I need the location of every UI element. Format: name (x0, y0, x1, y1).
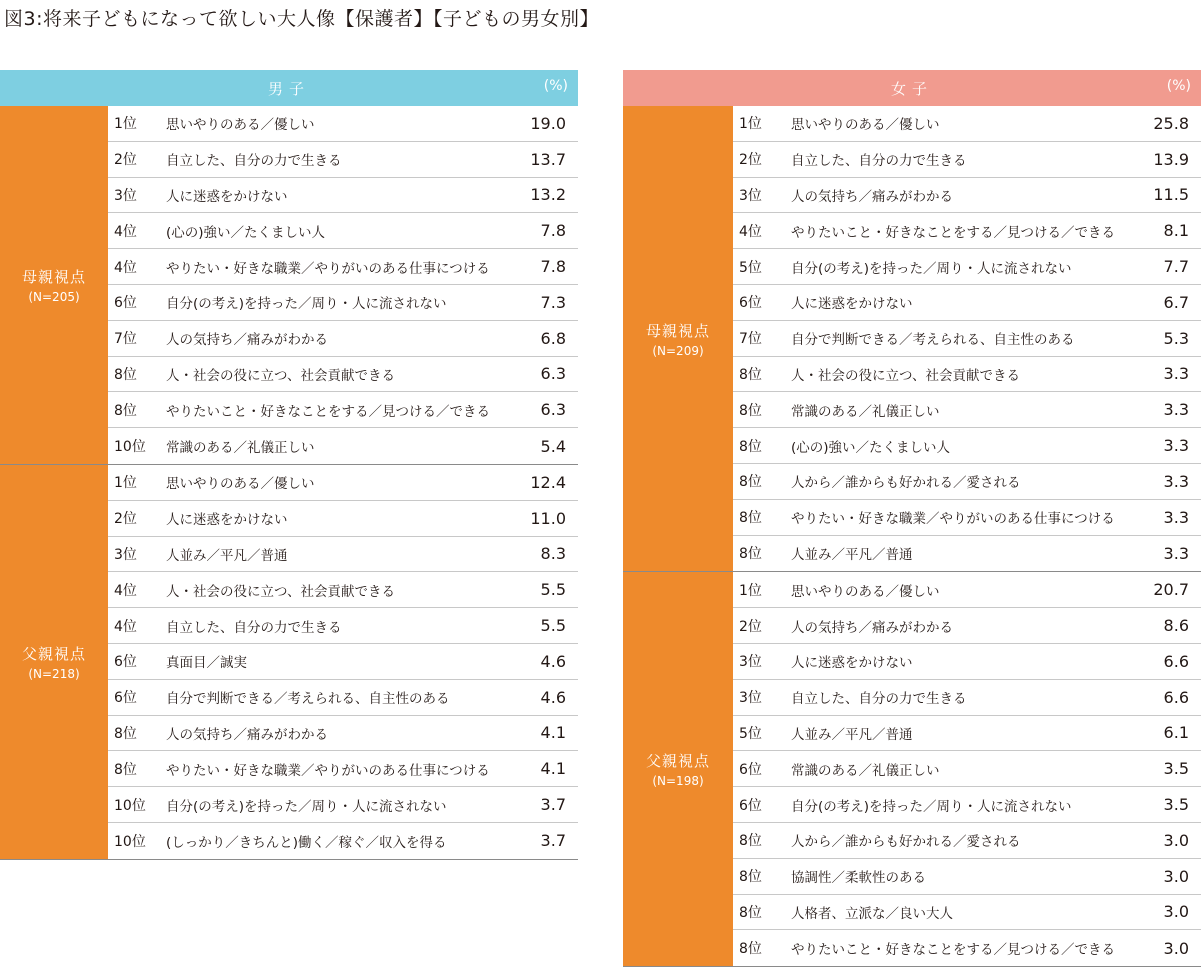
ranking-row (733, 787, 1201, 823)
rank-label: 10位 (114, 797, 146, 814)
rank-label: 8位 (739, 366, 762, 383)
rank-label: 3位 (739, 187, 762, 204)
item-label: 自立した、自分の力で生きる (166, 153, 342, 170)
ranking-row (733, 751, 1201, 787)
boys-mother-group (0, 106, 578, 465)
percent-value: 3.3 (1163, 364, 1189, 384)
rank-label: 6位 (739, 295, 762, 312)
ranking-row (733, 644, 1201, 680)
rank-label: 8位 (114, 366, 137, 383)
rank-label: 10位 (114, 833, 146, 850)
item-label: 人・社会の役に立つ、社会貢献できる (791, 367, 1020, 384)
rank-label: 4位 (114, 582, 137, 599)
ranking-row (108, 644, 578, 680)
percent-value: 3.3 (1163, 471, 1189, 491)
ranking-row (733, 859, 1201, 895)
percent-value: 3.0 (1163, 938, 1189, 958)
ranking-row (733, 321, 1201, 357)
ranking-row (108, 249, 578, 285)
item-label: 人・社会の役に立つ、社会貢献できる (166, 367, 395, 384)
percent-value: 3.0 (1163, 902, 1189, 922)
ranking-row (108, 465, 578, 501)
percent-value: 7.8 (540, 257, 566, 277)
item-label: 人並み／平凡／普通 (791, 726, 913, 743)
rank-label: 7位 (114, 331, 137, 348)
percent-value: 5.4 (540, 436, 566, 456)
item-label: 自分(の考え)を持った／周り・人に流されない (166, 798, 447, 815)
group-sample-size: (N=198) (652, 774, 704, 789)
ranking-row (108, 106, 578, 142)
item-label: 思いやりのある／優しい (166, 117, 315, 134)
ranking-row (733, 357, 1201, 393)
boys-panel (0, 70, 578, 860)
group-label: 母親視点 (21, 267, 86, 286)
ranking-row (733, 500, 1201, 536)
ranking-row (733, 213, 1201, 249)
item-label: 人に迷惑をかけない (166, 188, 288, 205)
girls-mother-group (623, 106, 1201, 572)
percent-value: 12.4 (530, 472, 566, 492)
item-label: 真面目／誠実 (166, 655, 247, 672)
item-label: (しっかり／きちんと)働く／稼ぐ／収入を得る (166, 834, 447, 851)
percent-value: 7.7 (1163, 257, 1189, 277)
item-label: やりたい・好きな職業／やりがいのある仕事につける (166, 260, 490, 277)
girls-header (623, 70, 1201, 106)
girls-unit-label: (%) (1166, 78, 1191, 94)
rank-label: 8位 (739, 833, 762, 850)
percent-value: 4.1 (540, 723, 566, 743)
group-label: 母親視点 (645, 321, 710, 340)
item-label: やりたいこと・好きなことをする／見つける／できる (791, 224, 1115, 241)
rank-label: 3位 (114, 187, 137, 204)
percent-value: 13.9 (1153, 149, 1189, 169)
item-label: 人並み／平凡／普通 (791, 547, 913, 564)
rank-label: 8位 (739, 869, 762, 886)
group-sample-size: (N=205) (28, 289, 80, 304)
item-label: 常識のある／礼儀正しい (791, 403, 940, 420)
rank-label: 1位 (739, 582, 762, 599)
rank-label: 8位 (114, 402, 137, 419)
percent-value: 6.7 (1163, 292, 1189, 312)
rank-label: 8位 (739, 438, 762, 455)
rank-label: 8位 (114, 761, 137, 778)
item-label: 人並み／平凡／普通 (166, 547, 288, 564)
rank-label: 1位 (114, 475, 137, 492)
group-side-label (0, 106, 108, 464)
percent-value: 5.3 (1163, 328, 1189, 348)
item-label: 人の気持ち／痛みがわかる (166, 332, 328, 349)
ranking-row (733, 608, 1201, 644)
ranking-row (108, 680, 578, 716)
percent-value: 6.1 (1163, 723, 1189, 743)
group-rows (108, 106, 578, 464)
ranking-row (733, 536, 1201, 572)
item-label: 自分(の考え)を持った／周り・人に流されない (166, 296, 447, 313)
group-rows (733, 572, 1201, 966)
rank-label: 8位 (739, 546, 762, 563)
percent-value: 3.3 (1163, 543, 1189, 563)
item-label: 思いやりのある／優しい (166, 476, 315, 493)
boys-unit-label: (%) (543, 78, 568, 94)
ranking-row (108, 285, 578, 321)
ranking-row (733, 572, 1201, 608)
figure-title: 図3:将来子どもになって欲しい大人像【保護者】【子どもの男女別】 (4, 8, 599, 30)
item-label: 人から／誰からも好かれる／愛される (791, 834, 1021, 851)
ranking-row (733, 716, 1201, 752)
percent-value: 3.0 (1163, 830, 1189, 850)
percent-value: 11.5 (1153, 185, 1189, 205)
percent-value: 3.5 (1163, 795, 1189, 815)
rank-label: 3位 (739, 654, 762, 671)
item-label: やりたい・好きな職業／やりがいのある仕事につける (166, 762, 490, 779)
percent-value: 13.7 (530, 149, 566, 169)
percent-value: 3.3 (1163, 400, 1189, 420)
ranking-row (108, 357, 578, 393)
ranking-row (733, 823, 1201, 859)
rank-label: 4位 (114, 618, 137, 635)
percent-value: 4.6 (540, 651, 566, 671)
ranking-row (108, 321, 578, 357)
ranking-row (108, 823, 578, 859)
rank-label: 1位 (739, 116, 762, 133)
percent-value: 8.3 (540, 544, 566, 564)
ranking-row (108, 751, 578, 787)
percent-value: 4.6 (540, 687, 566, 707)
rank-label: 10位 (114, 439, 146, 456)
item-label: 常識のある／礼儀正しい (791, 762, 940, 779)
percent-value: 3.0 (1163, 866, 1189, 886)
item-label: 人に迷惑をかけない (791, 296, 913, 313)
percent-value: 8.6 (1163, 616, 1189, 636)
ranking-row (108, 178, 578, 214)
ranking-row (733, 106, 1201, 142)
group-label: 父親視点 (645, 752, 710, 771)
item-label: 人の気持ち／痛みがわかる (166, 726, 328, 743)
ranking-row (108, 572, 578, 608)
item-label: 思いやりのある／優しい (791, 583, 940, 600)
rank-label: 1位 (114, 116, 137, 133)
percent-value: 19.0 (530, 113, 566, 133)
ranking-row (733, 930, 1201, 966)
rank-label: 6位 (739, 797, 762, 814)
rank-label: 8位 (739, 941, 762, 958)
ranking-row (733, 680, 1201, 716)
group-rows (108, 465, 578, 859)
rank-label: 5位 (739, 725, 762, 742)
rank-label: 7位 (739, 331, 762, 348)
item-label: 自立した、自分の力で生きる (791, 153, 967, 170)
rank-label: 8位 (114, 725, 137, 742)
rank-label: 5位 (739, 259, 762, 276)
rank-label: 6位 (114, 295, 137, 312)
percent-value: 20.7 (1153, 580, 1189, 600)
ranking-row (733, 178, 1201, 214)
ranking-row (108, 608, 578, 644)
item-label: (心の)強い／たくましい人 (791, 439, 951, 456)
ranking-row (108, 501, 578, 537)
girls-panel (623, 70, 1201, 967)
item-label: (心の)強い／たくましい人 (166, 224, 326, 241)
item-label: 人に迷惑をかけない (791, 655, 913, 672)
girls-header-label: 女子 (890, 80, 933, 98)
ranking-row (733, 428, 1201, 464)
rank-label: 2位 (739, 152, 762, 169)
ranking-row (108, 213, 578, 249)
item-label: やりたいこと・好きなことをする／見つける／できる (791, 942, 1115, 959)
boys-header (0, 70, 578, 106)
ranking-row (733, 142, 1201, 178)
item-label: 人の気持ち／痛みがわかる (791, 188, 953, 205)
rank-label: 6位 (739, 761, 762, 778)
boys-header-label: 男子 (267, 80, 310, 98)
item-label: 常識のある／礼儀正しい (166, 440, 315, 457)
ranking-row (733, 464, 1201, 500)
rank-label: 8位 (739, 474, 762, 491)
boys-father-group (0, 465, 578, 860)
girls-father-group (623, 572, 1201, 967)
rank-label: 4位 (114, 223, 137, 240)
percent-value: 3.7 (540, 831, 566, 851)
group-sample-size: (N=209) (652, 343, 704, 358)
rank-label: 3位 (739, 690, 762, 707)
percent-value: 25.8 (1153, 113, 1189, 133)
rank-label: 4位 (739, 223, 762, 240)
item-label: やりたいこと・好きなことをする／見つける／できる (166, 403, 490, 420)
percent-value: 7.3 (540, 292, 566, 312)
item-label: やりたい・好きな職業／やりがいのある仕事につける (791, 511, 1115, 528)
item-label: 人の気持ち／痛みがわかる (791, 619, 953, 636)
item-label: 自分(の考え)を持った／周り・人に流されない (791, 798, 1072, 815)
percent-value: 11.0 (530, 508, 566, 528)
percent-value: 3.5 (1163, 759, 1189, 779)
rank-label: 6位 (114, 690, 137, 707)
item-label: 自分で判断できる／考えられる、自主性のある (166, 691, 450, 708)
group-sample-size: (N=218) (28, 666, 80, 681)
item-label: 人から／誰からも好かれる／愛される (791, 475, 1021, 492)
percent-value: 5.5 (540, 616, 566, 636)
percent-value: 6.8 (540, 328, 566, 348)
group-side-label (0, 465, 108, 859)
item-label: 自立した、自分の力で生きる (166, 619, 342, 636)
ranking-row (733, 392, 1201, 428)
percent-value: 3.3 (1163, 436, 1189, 456)
rank-label: 3位 (114, 546, 137, 563)
rank-label: 4位 (114, 259, 137, 276)
group-side-label (623, 572, 733, 966)
percent-value: 8.1 (1163, 221, 1189, 241)
group-label: 父親視点 (21, 644, 86, 663)
rank-label: 8位 (739, 402, 762, 419)
ranking-row (733, 895, 1201, 931)
percent-value: 7.8 (540, 221, 566, 241)
percent-value: 6.6 (1163, 687, 1189, 707)
rank-label: 2位 (114, 511, 137, 528)
percent-value: 6.3 (540, 400, 566, 420)
percent-value: 3.3 (1163, 507, 1189, 527)
percent-value: 6.6 (1163, 651, 1189, 671)
item-label: 思いやりのある／優しい (791, 117, 940, 134)
ranking-row (108, 392, 578, 428)
ranking-row (108, 142, 578, 178)
ranking-row (108, 428, 578, 464)
percent-value: 6.3 (540, 364, 566, 384)
ranking-row (108, 537, 578, 573)
group-side-label (623, 106, 733, 571)
percent-value: 13.2 (530, 185, 566, 205)
percent-value: 4.1 (540, 759, 566, 779)
item-label: 自立した、自分の力で生きる (791, 691, 967, 708)
rank-label: 8位 (739, 904, 762, 921)
rank-label: 6位 (114, 654, 137, 671)
rank-label: 2位 (114, 152, 137, 169)
item-label: 人・社会の役に立つ、社会貢献できる (166, 583, 395, 600)
item-label: 人に迷惑をかけない (166, 512, 288, 529)
rank-label: 2位 (739, 618, 762, 635)
percent-value: 5.5 (540, 580, 566, 600)
item-label: 自分で判断できる／考えられる、自主性のある (791, 332, 1075, 349)
percent-value: 3.7 (540, 795, 566, 815)
ranking-row (733, 249, 1201, 285)
item-label: 協調性／柔軟性のある (791, 870, 926, 887)
item-label: 自分(の考え)を持った／周り・人に流されない (791, 260, 1072, 277)
ranking-row (108, 787, 578, 823)
group-rows (733, 106, 1201, 571)
ranking-row (108, 716, 578, 752)
rank-label: 8位 (739, 510, 762, 527)
ranking-row (733, 285, 1201, 321)
item-label: 人格者、立派な／良い大人 (791, 905, 953, 922)
